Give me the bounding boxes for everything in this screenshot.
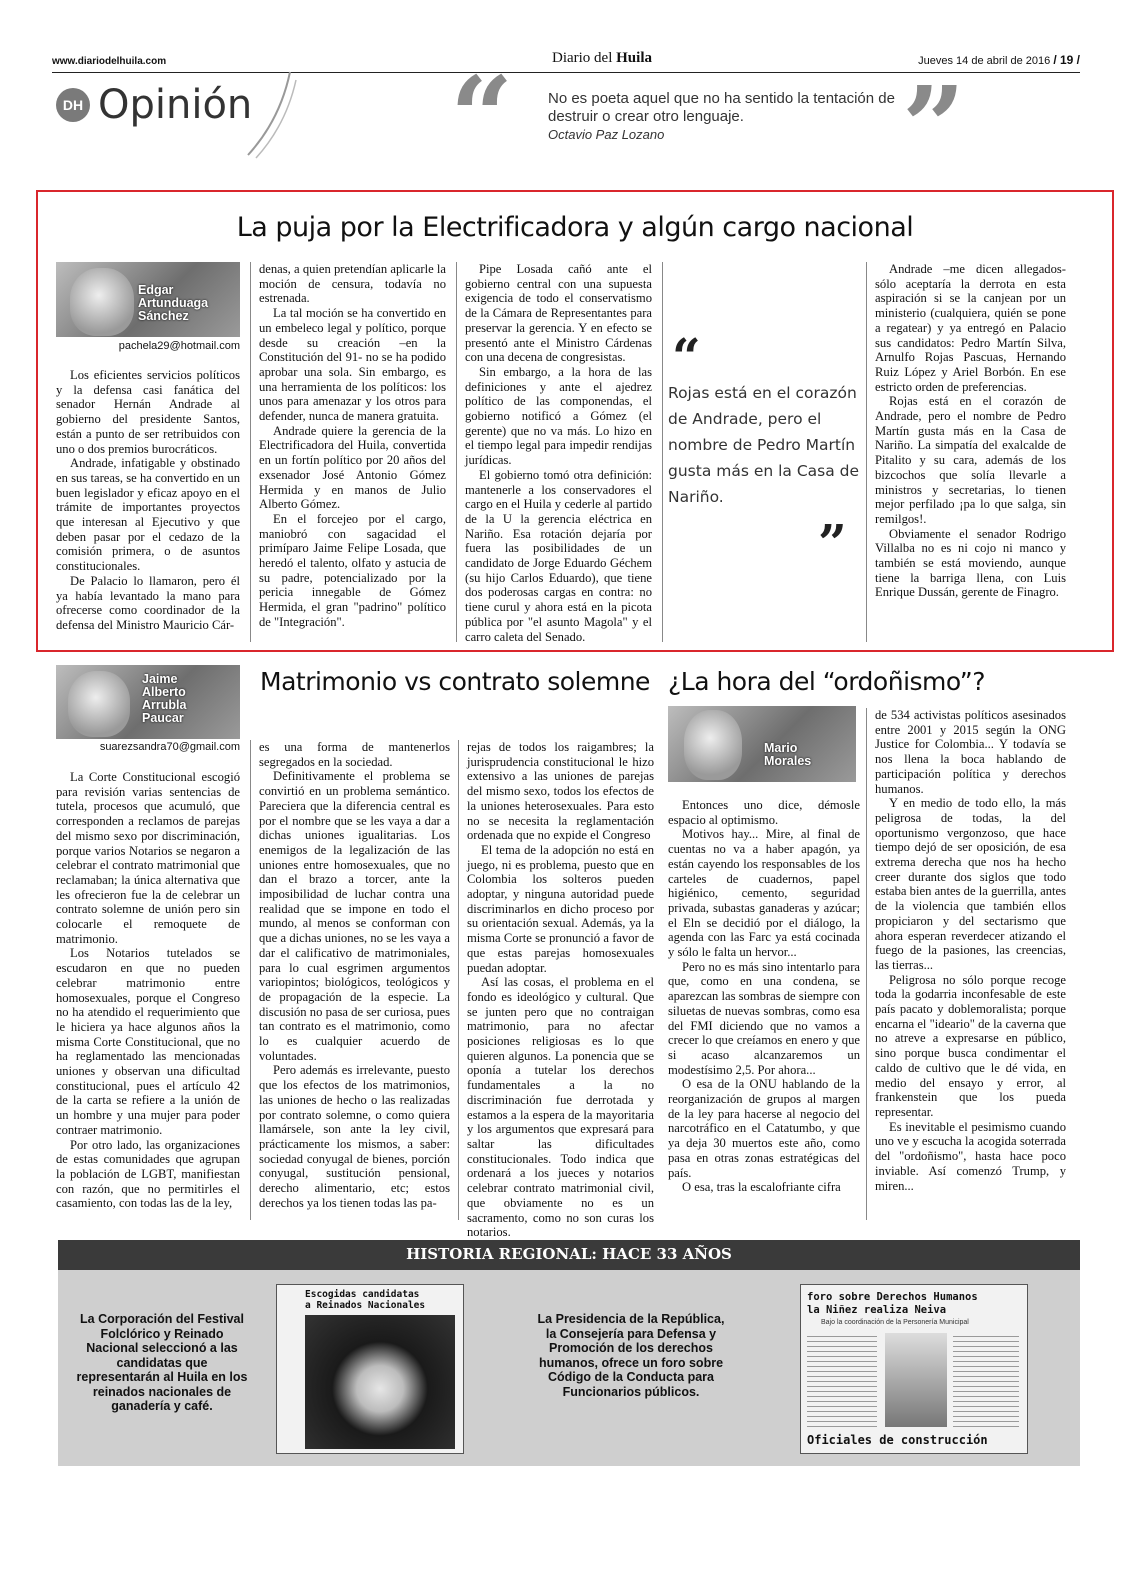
paragraph: denas, a quien pretendían aplicarle la moción de censura, todavía no estrenada. — [259, 262, 446, 306]
historia-text-2: La Presidencia de la República, la Consejería para Defensa y Promoción de los derechos humanos, ofrece un foro sobre Código de la Conducta para Funcionarios públicos. — [537, 1312, 725, 1399]
paragraph: Así las cosas, el problema en el fondo es ideológico y cultural. Que se junten pero que no contraigan matrimonio, para no afectar posiciones religiosas es lo que quieren algunos. La ponencia que se oponía a tutelar los derechos fundamentales a la no discriminación fue derrotada y estamos a la espera de la mayoritaria y los argumentos que expresará para saltar las dificultades constitucionales. Todo indica que ordenará a los jueces y notarios celebrar contrato matrimonial civil, que obviamente no es un sacramento, como no son curas los notarios. — [467, 975, 654, 1240]
paragraph: Pero no es más sino intentarlo para que, como en una condena, se aparezcan las sombras de siempre con siluetas de nuevas sombras, como esa del FMI diciendo que no vamos a crecer lo que creíamos en enero y que si acaso alcanzaremos un modestísimo 2,5. Por ahora... — [668, 959, 860, 1077]
clip2-text-block — [807, 1333, 877, 1427]
author2-line1: Jaime — [142, 672, 178, 686]
author2-face — [68, 671, 130, 737]
article1-col2 — [250, 262, 446, 642]
open-quote-icon: “ — [450, 52, 514, 181]
paragraph: El tema de la adopción no está en juego, ni es problema, puesto que en Colombia los solteros pueden adoptar, y ninguna autoridad puede discriminarlos en dicho proceso por su orientación sexual. Además, ya la misma Corte se pronunció a favor de que estas parejas homosexuales puedan adoptar. — [467, 842, 654, 975]
paragraph: Entonces uno dice, démosle espacio al optimismo. — [668, 798, 860, 827]
swoosh-decoration — [240, 70, 300, 160]
masthead-name-b: Huila — [616, 50, 652, 66]
section-title: Opinión — [98, 82, 253, 128]
paragraph: Pero además es irrelevante, puesto que los efectos de los matrimonios, las uniones de hecho o las realizadas por contrato solemne, o como quiera llamársele, son ante la ley civil, prácticamente los mismos, a saber: sociedad conyugal de bienes, porción conyugal, sustitución pensional, derecho alimentario, etc; estos derechos ya los tienen todas las pa- — [259, 1063, 450, 1210]
article2-col2 — [250, 740, 450, 1220]
clip2-title-line1: foro sobre Derechos Humanos — [807, 1291, 978, 1303]
paragraph: es una forma de mantenerlos segregados en la sociedad. — [259, 740, 450, 769]
masthead-name-a: Diario del — [551, 50, 617, 66]
historia-title: HISTORIA REGIONAL: HACE 33 AÑOS — [406, 1245, 732, 1263]
paragraph: Sin embargo, a la hora de las definiciones y ante el ajedrez político de las componendas, el gobierno notificó a Gómez (el gerente) que no va más. Lo hizo en el tiempo legal para impedir rendijas jurídicas. — [465, 364, 652, 468]
clip1-title — [305, 1289, 425, 1311]
pull-quote-open-icon: “ — [672, 327, 701, 386]
author3-name — [764, 742, 811, 768]
clip2-bottom-headline: Oficiales de construcción — [807, 1433, 988, 1447]
author2-photo — [56, 665, 240, 739]
paragraph: De Palacio lo llamaron, pero él ya había levantado la mano para ofrecerse como coordinador de la defensa del Ministro Mauricio Cár- — [56, 573, 240, 632]
article1-col1 — [56, 368, 240, 642]
author1-photo — [56, 262, 240, 337]
author1-line3: Sánchez — [138, 309, 189, 323]
clip2-photo — [885, 1333, 947, 1427]
page-number: / 19 / — [1053, 53, 1080, 67]
header-quote-author: Octavio Paz Lozano — [548, 127, 665, 142]
paragraph: Los Notarios tutelados se escudaron en que no pueden celebrar matrimonio entre homosexuales, porque el Congreso no ha atendido el requerimiento que le hiciera ya hace algunos años la misma Corte Constitucional, que no ha reglamentado las mencionadas uniones y observan una dificultad constitucional, pues el artículo 42 de la carta se refiere a la unión de un hombre y una mujer para poder contraer matrimonio. — [56, 946, 240, 1137]
column-divider — [662, 262, 663, 642]
historia-text-1: La Corporación del Festival Folclórico y Reinado Nacional seleccionó a las candidatas que representarán al Huila en los reinados nacionales de ganadería y café. — [76, 1312, 248, 1413]
header-quote-text: No es poeta aquel que no ha sentido la tentación de destruir o crear otro lenguaje. — [548, 90, 895, 125]
site-url[interactable]: www.diariodelhuila.com — [52, 56, 167, 67]
author2-line2: Alberto — [142, 685, 186, 699]
paragraph: Andrade quiere la gerencia de la Electrificadora del Huila, convertida en un fortín político por 20 años del exsenador José Antonio Gómez Hermida y en manos de Julio Alberto Gómez. — [259, 423, 446, 512]
author2-line3: Arrubla — [142, 698, 187, 712]
pull-quote-close-icon: ” — [818, 513, 847, 572]
historia-clip-1 — [276, 1284, 464, 1454]
author2-line4: Paucar — [142, 711, 184, 725]
author1-line1: Edgar — [138, 283, 174, 297]
article2-col3 — [458, 740, 654, 1240]
paragraph: Es inevitable el pesimismo cuando uno ve y escucha la acogida soterrada del "ordoñismo", hasta hace poco inviable. Así comenzó Trump, y miren... — [875, 1119, 1066, 1193]
clip2-subtitle: Bajo la coordinación de la Personería Municipal — [821, 1319, 969, 1326]
clip1-title-line1: Escogidas candidatas — [305, 1289, 420, 1300]
header-quote — [548, 90, 908, 144]
paragraph: Y en medio de todo ello, la más peligrosa de todas, la del oportunismo vergonzoso, que hace tiempo dejó de ser oposición, de esa extrema derecha que nos ha hecho creer durante dos siglos que todo estaba bien antes de la guerrilla, antes de la violencia que también ellos propiciaron y del sectarismo que ahora esperan reverdecer atizando el fuego de la pasiones, las creencias, las tierras... — [875, 796, 1066, 972]
paragraph: de 534 activistas políticos asesinados entre 2001 y 2015 según la ONG Justice for Colombia... Y todavía se nos llena la boca hablando de participación política y derechos humanos. — [875, 708, 1066, 796]
clip1-portrait — [305, 1315, 455, 1449]
paragraph: Definitivamente el problema se convirtió en un problema semántico. Pareciera que la diferencia central es por el nombre que se les vaya a dar a dichas uniones igualitarias. Los enemigos de la legalización de las uniones entre homosexuales, que no dan el brazo a torcer, ante la imposibilidad de luchar contra una realidad que se impone en todo el mundo, al menos se conforman con que a dichas uniones, no se les vaya a dar el calificativo de matrimoniales, para lo cual esgrimen argumentos variopintos; biológicos, teológicos y de propagación de la especie. La discusión no pasa de ser curiosa, pues tan contrato es el matrimonio, como lo es cualquier acuerdo de voluntades. — [259, 769, 450, 1063]
paragraph: Motivos hay... Mire, al final de cuentas no va a haber apagón, ya están cayendo los responsables de los carteles de cuadernos, papel higiénico, cemento, seguridad privada, subastas ganaderas y azúcar; el Eln se decidió por el diálogo, la agenda con las Farc ya está cocinada y sólo le falta un hervor... — [668, 827, 860, 960]
paragraph: Obviamente el senador Rodrigo Villalba no es ni cojo ni manco y también se está moviendo, aunque tiene la barriga llena, con Luis Enrique Dussán, gerente de Finagro. — [875, 526, 1066, 600]
article3-col1 — [668, 798, 860, 1220]
paragraph: Andrade, infatigable y obstinado en sus tareas, se ha convertido en un buen legislador y eficaz apoyo en el trámite de importantes proyectos que interesan al Ejecutivo y que deben pasar por el cedazo de la comisión primera, o de asuntos constitucionales. — [56, 456, 240, 574]
historia-regional — [58, 1240, 1080, 1466]
dh-logo: DH — [56, 88, 90, 122]
paragraph: Rojas está en el corazón de Andrade, pero el nombre de Pedro Martín gusta más en la Casa de Nariño. La simpatía del exalcalde de Pitalito y su cara, además de los bizcochos que solía llevarle a ministros y secretarias, lo tienen mejor perfilado ¡pa lo que salga, sin remilgos!. — [875, 394, 1066, 526]
paragraph: Pipe Losada cañó ante el gobierno central con una supuesta exigencia de todo el conservatismo de la Cámara de Representantes para preservar la gerencia. Y en efecto se presentó ante el Ministro Cárdenas con una decena de congresistas. — [465, 262, 652, 365]
clip2-text-block — [953, 1333, 1019, 1427]
paragraph: Peligrosa no sólo porque recoge toda la godarria inconfesable de este país pacato y doblemoralista; porque encarna el "ideario" de la caverna que no atreve a expresarse en público, sino porque busca condimentar el caldo de cultivo que le dé vida, en medio del ensayo y error, al frankenstein que los pueda representar. — [875, 972, 1066, 1119]
author2-email[interactable]: suarezsandra70@gmail.com — [99, 741, 240, 753]
clip2-title-line2: la Niñez realiza Neiva — [807, 1304, 947, 1316]
date: Jueves 14 de abril de 2016 — [918, 55, 1051, 67]
paragraph: Andrade –me dicen allegados- sólo aceptaría la derrota en esta aspiración si se la canjean por un ministerio (cualquiera, quién se pone a regatear) y ya entregó en Palacio sus candidatos: Pedro Martín Silva, Arnulfo Rojas Pascuas, Hernando Ruiz López y Ariel Borbón. En ese estricto orden de preferencias. — [875, 262, 1066, 394]
author1-line2: Artunduaga — [138, 296, 209, 310]
clip1-title-line2: a Reinados Nacionales — [305, 1300, 426, 1311]
paragraph: La Corte Constitucional escogió para revisión varias sentencias de tutela, procesos que acumuló, que corresponden a reclamos de parejas del mismo sexo por discriminación, porque varios Notarios se negaron a celebrar el contrato matrimonial que reclamaban; la única alternativa que les ofrecieron fue la de celebrar un contrato solemne de unión pero sin colocarle el remoquete de matrimonio. — [56, 770, 240, 946]
author1-name — [138, 284, 208, 323]
paragraph: La tal moción se ha convertido en un embeleco legal y político, porque desde su creación –en la Constitución del 91- no se ha podido aprobar una sola. Sin embargo, es una herramienta de los políticos: los unos para amenazar y los otros para defender, nunca de manera gratuita. — [259, 306, 446, 424]
paragraph: Por otro lado, las organizaciones de estas comunidades que agrupan la población de LGBT, manifiestan con razón, que no permitirles el casamiento, con todas las de la ley, — [56, 1137, 240, 1211]
article1-col3 — [456, 262, 652, 642]
author1-email[interactable]: pachela29@hotmail.com — [118, 340, 240, 352]
paragraph: O esa de la ONU hablando de la reorganización de grupos al margen de la ley para hacerse al negocio del narcotráfico en el Catatumbo, y que ya deja 30 muertos este año, como pasa en otras zonas estratégicas del país. — [668, 1077, 860, 1180]
article2-col1 — [56, 770, 240, 1220]
article2-title: Matrimonio vs contrato solemne — [260, 667, 650, 696]
author3-line1: Mario — [764, 741, 798, 755]
close-quote-icon: ” — [902, 62, 966, 191]
author2-name — [142, 673, 186, 725]
article1-col5 — [866, 262, 1066, 642]
author3-line2: Morales — [764, 754, 812, 768]
masthead — [502, 50, 702, 67]
historia-clip-2 — [800, 1284, 1028, 1454]
author3-photo — [668, 706, 856, 782]
author1-face — [70, 268, 134, 336]
paragraph: En el forcejeo por el cargo, maniobró con sagacidad el primíparo Jaime Felipe Losada, que heredó el talento, olfato y astucia de su padre, potencializado por la pericia innegable de Gómez Hermida, el gran "padrino" político de "Integración". — [259, 511, 446, 629]
paragraph: O esa, tras la escalofriante cifra — [682, 1180, 841, 1195]
clip2-title — [807, 1291, 978, 1317]
paragraph: Los eficientes servicios políticos y la defensa casi fanática del senador Hernán Andrade al gobierno del presidente Santos, están a punto de ser retribuidos con uno o dos premios burocráticos. — [56, 368, 240, 456]
article3-col2 — [866, 708, 1066, 1220]
author3-face — [684, 710, 742, 780]
article1-title: La puja por la Electrificadora y algún cargo nacional — [236, 212, 914, 243]
article3-title: ¿La hora del “ordoñismo”? — [668, 667, 986, 696]
pull-quote: Rojas está en el corazón de Andrade, pero el nombre de Pedro Martín gusta más en la Casa de Nariño. — [668, 384, 860, 506]
paragraph: rejas de todos los raigambres; la jurisprudencia constitucional le hizo extensivo a las uniones de parejas del mismo sexo, todos los efectos de la uniones heterosexuales. Para esto no se necesita la reglamentación ordenada que no expide el Congreso — [467, 740, 654, 843]
paragraph: El gobierno tomó otra definición: mantenerle a los conservadores el cargo en el Huila y cederle al partido de la U la gerencia eléctrica en Nariño. Esa rotación dejaría por fuera las posibilidades de un candidato de Jorge Eduardo Géchem (su hijo Carlos Eduardo), que tiene dos poderosas cargas en contra: no tiene curul y ahora está en la picota pública por "el asunto Magola" y el carro caleta del Senado. — [465, 467, 652, 644]
